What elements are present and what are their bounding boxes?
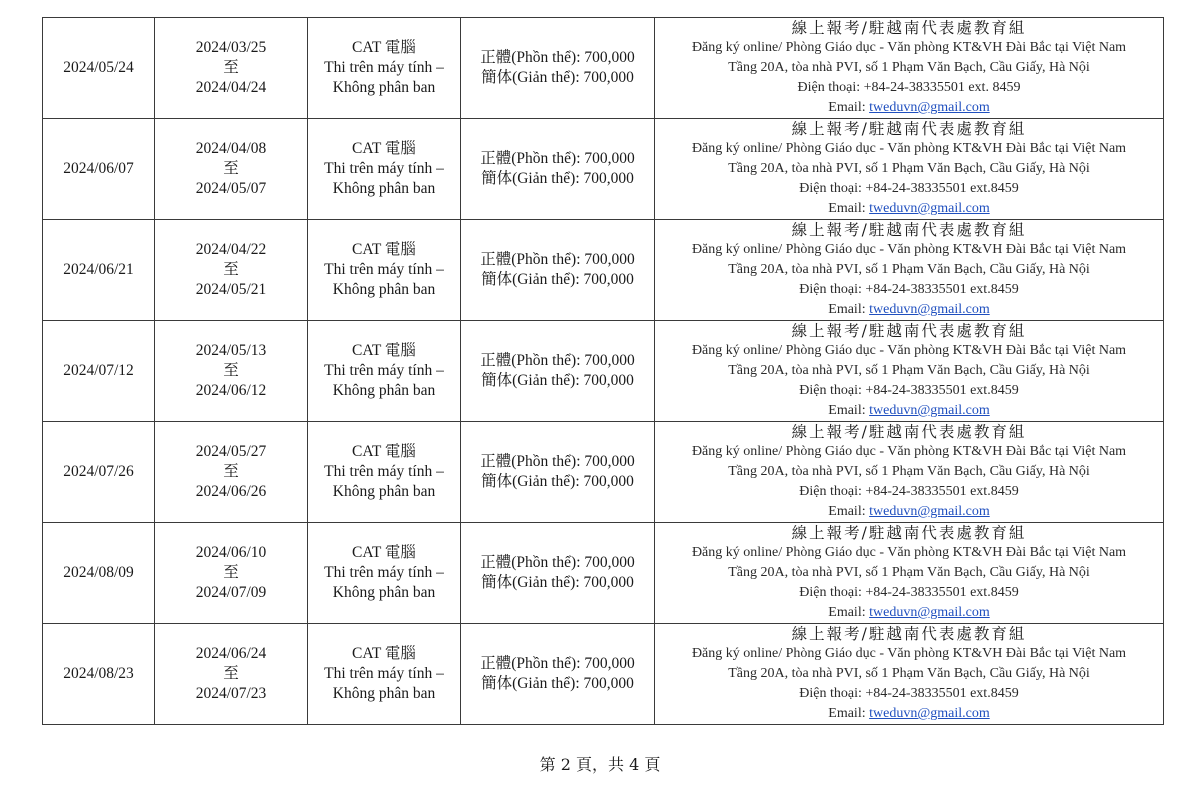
contact-chinese-title: 線上報考/駐越南代表處教育組 bbox=[791, 19, 1027, 37]
registration-start: 2024/05/13 bbox=[195, 342, 267, 359]
contact-chinese-title: 線上報考/駐越南代表處教育組 bbox=[791, 625, 1027, 643]
exam-type-cell bbox=[308, 220, 461, 321]
email-link[interactable]: tweduvn@gmail.com bbox=[869, 605, 990, 620]
registration-separator: 至 bbox=[223, 665, 239, 682]
email-label: Email: bbox=[828, 706, 870, 721]
registration-separator: 至 bbox=[223, 261, 239, 278]
contact-online-registration: Đăng ký online/ Phòng Giáo dục - Văn phòng KT&VH Đài Bắc tại Việt Nam bbox=[691, 40, 1127, 55]
contact-online-registration: Đăng ký online/ Phòng Giáo dục - Văn phòng KT&VH Đài Bắc tại Việt Nam bbox=[691, 646, 1127, 661]
registration-end: 2024/06/12 bbox=[195, 382, 267, 399]
contact-chinese-title: 線上報考/駐越南代表處教育組 bbox=[791, 524, 1027, 542]
registration-period-cell bbox=[155, 220, 308, 321]
fee-cell bbox=[461, 422, 655, 523]
registration-start: 2024/06/24 bbox=[195, 645, 267, 662]
exam-date: 2024/06/21 bbox=[63, 261, 134, 278]
registration-period-cell bbox=[155, 321, 308, 422]
exam-type-line: Thi trên máy tính – bbox=[324, 665, 444, 682]
contact-online-registration: Đăng ký online/ Phòng Giáo dục - Văn phòng KT&VH Đài Bắc tại Việt Nam bbox=[691, 141, 1127, 156]
contact-email-line bbox=[655, 300, 1163, 320]
exam-type-line: Thi trên máy tính – bbox=[324, 564, 444, 581]
exam-type-line: Thi trên máy tính – bbox=[324, 362, 444, 379]
contact-address: Tầng 20A, tòa nhà PVI, số 1 Phạm Văn Bạch, Cầu Giấy, Hà Nội bbox=[728, 363, 1090, 378]
exam-schedule-body bbox=[43, 18, 1164, 725]
fee-traditional: 正體(Phồn thể): 700,000 bbox=[480, 352, 635, 369]
fee-cell bbox=[461, 321, 655, 422]
exam-type-title: CAT 電腦 bbox=[352, 241, 416, 258]
email-label: Email: bbox=[828, 201, 870, 216]
email-link[interactable]: tweduvn@gmail.com bbox=[869, 302, 990, 317]
contact-phone: Điện thoại: +84-24-38335501 ext. 8459 bbox=[797, 80, 1021, 95]
fee-traditional: 正體(Phồn thể): 700,000 bbox=[480, 554, 635, 571]
fee-traditional: 正體(Phồn thể): 700,000 bbox=[480, 251, 635, 268]
exam-type-line: Không phân ban bbox=[332, 685, 436, 702]
contact-cell bbox=[655, 119, 1164, 220]
registration-end: 2024/06/26 bbox=[195, 483, 267, 500]
exam-date: 2024/07/26 bbox=[63, 463, 134, 480]
contact-address: Tầng 20A, tòa nhà PVI, số 1 Phạm Văn Bạch, Cầu Giấy, Hà Nội bbox=[728, 60, 1090, 75]
contact-online-registration: Đăng ký online/ Phòng Giáo dục - Văn phòng KT&VH Đài Bắc tại Việt Nam bbox=[691, 242, 1127, 257]
registration-period-cell bbox=[155, 624, 308, 725]
exam-type-cell bbox=[308, 321, 461, 422]
exam-type-title: CAT 電腦 bbox=[352, 645, 416, 662]
exam-type-title: CAT 電腦 bbox=[352, 140, 416, 157]
registration-start: 2024/03/25 bbox=[195, 39, 267, 56]
contact-online-registration: Đăng ký online/ Phòng Giáo dục - Văn phòng KT&VH Đài Bắc tại Việt Nam bbox=[691, 545, 1127, 560]
email-link[interactable]: tweduvn@gmail.com bbox=[869, 403, 990, 418]
exam-date-cell bbox=[43, 422, 155, 523]
contact-phone: Điện thoại: +84-24-38335501 ext.8459 bbox=[799, 686, 1019, 701]
exam-type-cell bbox=[308, 422, 461, 523]
exam-schedule-table bbox=[42, 17, 1164, 725]
contact-phone: Điện thoại: +84-24-38335501 ext.8459 bbox=[799, 484, 1019, 499]
contact-cell bbox=[655, 523, 1164, 624]
fee-simplified: 簡体(Giản thể): 700,000 bbox=[481, 271, 634, 288]
fee-simplified: 簡体(Giản thể): 700,000 bbox=[481, 574, 634, 591]
table-row bbox=[43, 119, 1164, 220]
contact-phone: Điện thoại: +84-24-38335501 ext.8459 bbox=[799, 383, 1019, 398]
exam-type-line: Không phân ban bbox=[332, 382, 436, 399]
exam-type-line: Không phân ban bbox=[332, 180, 436, 197]
registration-separator: 至 bbox=[223, 463, 239, 480]
fee-simplified: 簡体(Giản thể): 700,000 bbox=[481, 170, 634, 187]
registration-end: 2024/05/21 bbox=[195, 281, 267, 298]
fee-cell bbox=[461, 18, 655, 119]
email-link[interactable]: tweduvn@gmail.com bbox=[869, 504, 990, 519]
contact-address: Tầng 20A, tòa nhà PVI, số 1 Phạm Văn Bạch, Cầu Giấy, Hà Nội bbox=[728, 161, 1090, 176]
registration-separator: 至 bbox=[223, 564, 239, 581]
contact-cell bbox=[655, 220, 1164, 321]
exam-date-cell bbox=[43, 321, 155, 422]
table-row bbox=[43, 422, 1164, 523]
fee-cell bbox=[461, 523, 655, 624]
fee-traditional: 正體(Phồn thể): 700,000 bbox=[480, 453, 635, 470]
exam-type-cell bbox=[308, 119, 461, 220]
contact-email-line bbox=[655, 199, 1163, 219]
fee-traditional: 正體(Phồn thể): 700,000 bbox=[480, 150, 635, 167]
contact-phone: Điện thoại: +84-24-38335501 ext.8459 bbox=[799, 181, 1019, 196]
exam-type-line: Thi trên máy tính – bbox=[324, 261, 444, 278]
fee-cell bbox=[461, 220, 655, 321]
table-row bbox=[43, 624, 1164, 725]
exam-type-title: CAT 電腦 bbox=[352, 443, 416, 460]
contact-address: Tầng 20A, tòa nhà PVI, số 1 Phạm Văn Bạch, Cầu Giấy, Hà Nội bbox=[728, 262, 1090, 277]
registration-start: 2024/06/10 bbox=[195, 544, 267, 561]
contact-address: Tầng 20A, tòa nhà PVI, số 1 Phạm Văn Bạch, Cầu Giấy, Hà Nội bbox=[728, 464, 1090, 479]
contact-online-registration: Đăng ký online/ Phòng Giáo dục - Văn phòng KT&VH Đài Bắc tại Việt Nam bbox=[691, 444, 1127, 459]
exam-date: 2024/08/09 bbox=[63, 564, 134, 581]
registration-separator: 至 bbox=[223, 362, 239, 379]
exam-type-title: CAT 電腦 bbox=[352, 342, 416, 359]
registration-start: 2024/05/27 bbox=[195, 443, 267, 460]
exam-date-cell bbox=[43, 523, 155, 624]
table-row bbox=[43, 321, 1164, 422]
fee-simplified: 簡体(Giản thể): 700,000 bbox=[481, 69, 634, 86]
fee-simplified: 簡体(Giản thể): 700,000 bbox=[481, 675, 634, 692]
registration-period-cell bbox=[155, 119, 308, 220]
registration-separator: 至 bbox=[223, 59, 239, 76]
exam-date-cell bbox=[43, 220, 155, 321]
contact-phone: Điện thoại: +84-24-38335501 ext.8459 bbox=[799, 585, 1019, 600]
exam-type-line: Thi trên máy tính – bbox=[324, 160, 444, 177]
email-link[interactable]: tweduvn@gmail.com bbox=[869, 706, 990, 721]
fee-simplified: 簡体(Giản thể): 700,000 bbox=[481, 473, 634, 490]
table-row bbox=[43, 18, 1164, 119]
exam-type-cell bbox=[308, 18, 461, 119]
fee-simplified: 簡体(Giản thể): 700,000 bbox=[481, 372, 634, 389]
registration-end: 2024/04/24 bbox=[195, 79, 267, 96]
exam-type-line: Không phân ban bbox=[332, 79, 436, 96]
registration-separator: 至 bbox=[223, 160, 239, 177]
fee-traditional: 正體(Phồn thể): 700,000 bbox=[480, 49, 635, 66]
exam-type-line: Không phân ban bbox=[332, 584, 436, 601]
exam-date: 2024/07/12 bbox=[63, 362, 134, 379]
registration-period-cell bbox=[155, 523, 308, 624]
contact-chinese-title: 線上報考/駐越南代表處教育組 bbox=[791, 322, 1027, 340]
registration-period-cell bbox=[155, 18, 308, 119]
registration-end: 2024/05/07 bbox=[195, 180, 267, 197]
exam-type-line: Không phân ban bbox=[332, 483, 436, 500]
contact-email-line bbox=[655, 401, 1163, 421]
exam-type-cell bbox=[308, 523, 461, 624]
exam-type-cell bbox=[308, 624, 461, 725]
registration-start: 2024/04/08 bbox=[195, 140, 267, 157]
email-link[interactable]: tweduvn@gmail.com bbox=[869, 100, 990, 115]
contact-phone: Điện thoại: +84-24-38335501 ext.8459 bbox=[799, 282, 1019, 297]
exam-type-line: Thi trên máy tính – bbox=[324, 59, 444, 76]
contact-cell bbox=[655, 321, 1164, 422]
table-row bbox=[43, 523, 1164, 624]
exam-date: 2024/05/24 bbox=[63, 59, 134, 76]
exam-date: 2024/08/23 bbox=[63, 665, 134, 682]
registration-period-cell bbox=[155, 422, 308, 523]
registration-end: 2024/07/09 bbox=[195, 584, 267, 601]
contact-email-line bbox=[655, 603, 1163, 623]
page-number-footer: 第 2 頁，共 4 頁 bbox=[539, 755, 661, 774]
contact-cell bbox=[655, 18, 1164, 119]
contact-address: Tầng 20A, tòa nhà PVI, số 1 Phạm Văn Bạch, Cầu Giấy, Hà Nội bbox=[728, 565, 1090, 580]
registration-end: 2024/07/23 bbox=[195, 685, 267, 702]
exam-date-cell bbox=[43, 119, 155, 220]
exam-date: 2024/06/07 bbox=[63, 160, 134, 177]
contact-cell bbox=[655, 624, 1164, 725]
email-label: Email: bbox=[828, 504, 870, 519]
email-label: Email: bbox=[828, 302, 870, 317]
fee-traditional: 正體(Phồn thể): 700,000 bbox=[480, 655, 635, 672]
email-link[interactable]: tweduvn@gmail.com bbox=[869, 201, 990, 216]
contact-chinese-title: 線上報考/駐越南代表處教育組 bbox=[791, 423, 1027, 441]
table-row bbox=[43, 220, 1164, 321]
registration-start: 2024/04/22 bbox=[195, 241, 267, 258]
exam-date-cell bbox=[43, 18, 155, 119]
contact-online-registration: Đăng ký online/ Phòng Giáo dục - Văn phòng KT&VH Đài Bắc tại Việt Nam bbox=[691, 343, 1127, 358]
contact-chinese-title: 線上報考/駐越南代表處教育組 bbox=[791, 120, 1027, 138]
fee-cell bbox=[461, 624, 655, 725]
contact-email-line bbox=[655, 704, 1163, 724]
exam-type-line: Không phân ban bbox=[332, 281, 436, 298]
contact-email-line bbox=[655, 98, 1163, 118]
contact-chinese-title: 線上報考/駐越南代表處教育組 bbox=[791, 221, 1027, 239]
exam-date-cell bbox=[43, 624, 155, 725]
exam-type-title: CAT 電腦 bbox=[352, 39, 416, 56]
email-label: Email: bbox=[828, 100, 870, 115]
contact-address: Tầng 20A, tòa nhà PVI, số 1 Phạm Văn Bạch, Cầu Giấy, Hà Nội bbox=[728, 666, 1090, 681]
exam-type-title: CAT 電腦 bbox=[352, 544, 416, 561]
email-label: Email: bbox=[828, 403, 870, 418]
contact-email-line bbox=[655, 502, 1163, 522]
email-label: Email: bbox=[828, 605, 870, 620]
contact-cell bbox=[655, 422, 1164, 523]
fee-cell bbox=[461, 119, 655, 220]
exam-type-line: Thi trên máy tính – bbox=[324, 463, 444, 480]
